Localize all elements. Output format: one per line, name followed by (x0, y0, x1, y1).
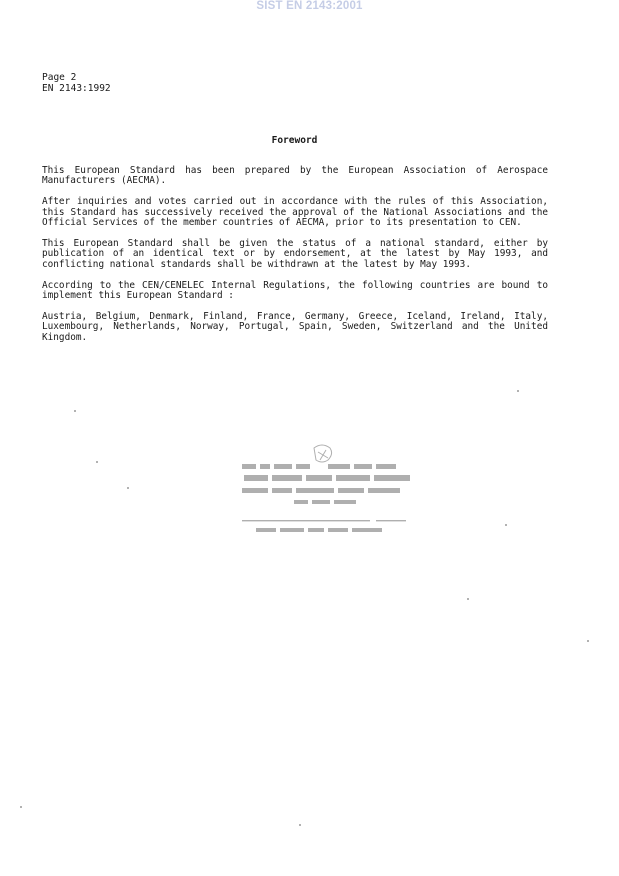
watermark: SIST EN 2143:2001 (256, 0, 363, 12)
document-id: EN 2143:1992 (42, 82, 111, 94)
country-list: Austria, Belgium, Denmark, Finland, France, Germany, Greece, Iceland, Ireland, Italy, Luxembourg, Netherlands, Norway, Portugal, Spain, Sweden, Switzerland and the United Kingdom. (42, 311, 548, 343)
paragraph: After inquiries and votes carried out in accordance with the rules of this Association, this Standard has successively received the approval of the National Associations and the Official Services of the member countries of AECMA, prior to its presentation to CEN. (42, 196, 548, 229)
paragraph: According to the CEN/CENELEC Internal Regulations, the following countries are bound to implement this European Standard : (42, 279, 548, 302)
paragraph: This European Standard has been prepared by the European Association of Aerospace Manufacturers (AECMA). (42, 165, 548, 187)
page-title: Foreword (271, 135, 318, 146)
official-stamp-icon (236, 440, 416, 540)
page-number: Page 2 (42, 72, 77, 83)
paragraph: This European Standard shall be given the status of a national standard, either by publication of an identical text or by endorsement, at the latest by May 1993, and conflicting national standards shall be withdrawn at the latest by May 1993. (42, 238, 548, 270)
page-header (42, 73, 111, 94)
foreword-body (42, 166, 548, 354)
